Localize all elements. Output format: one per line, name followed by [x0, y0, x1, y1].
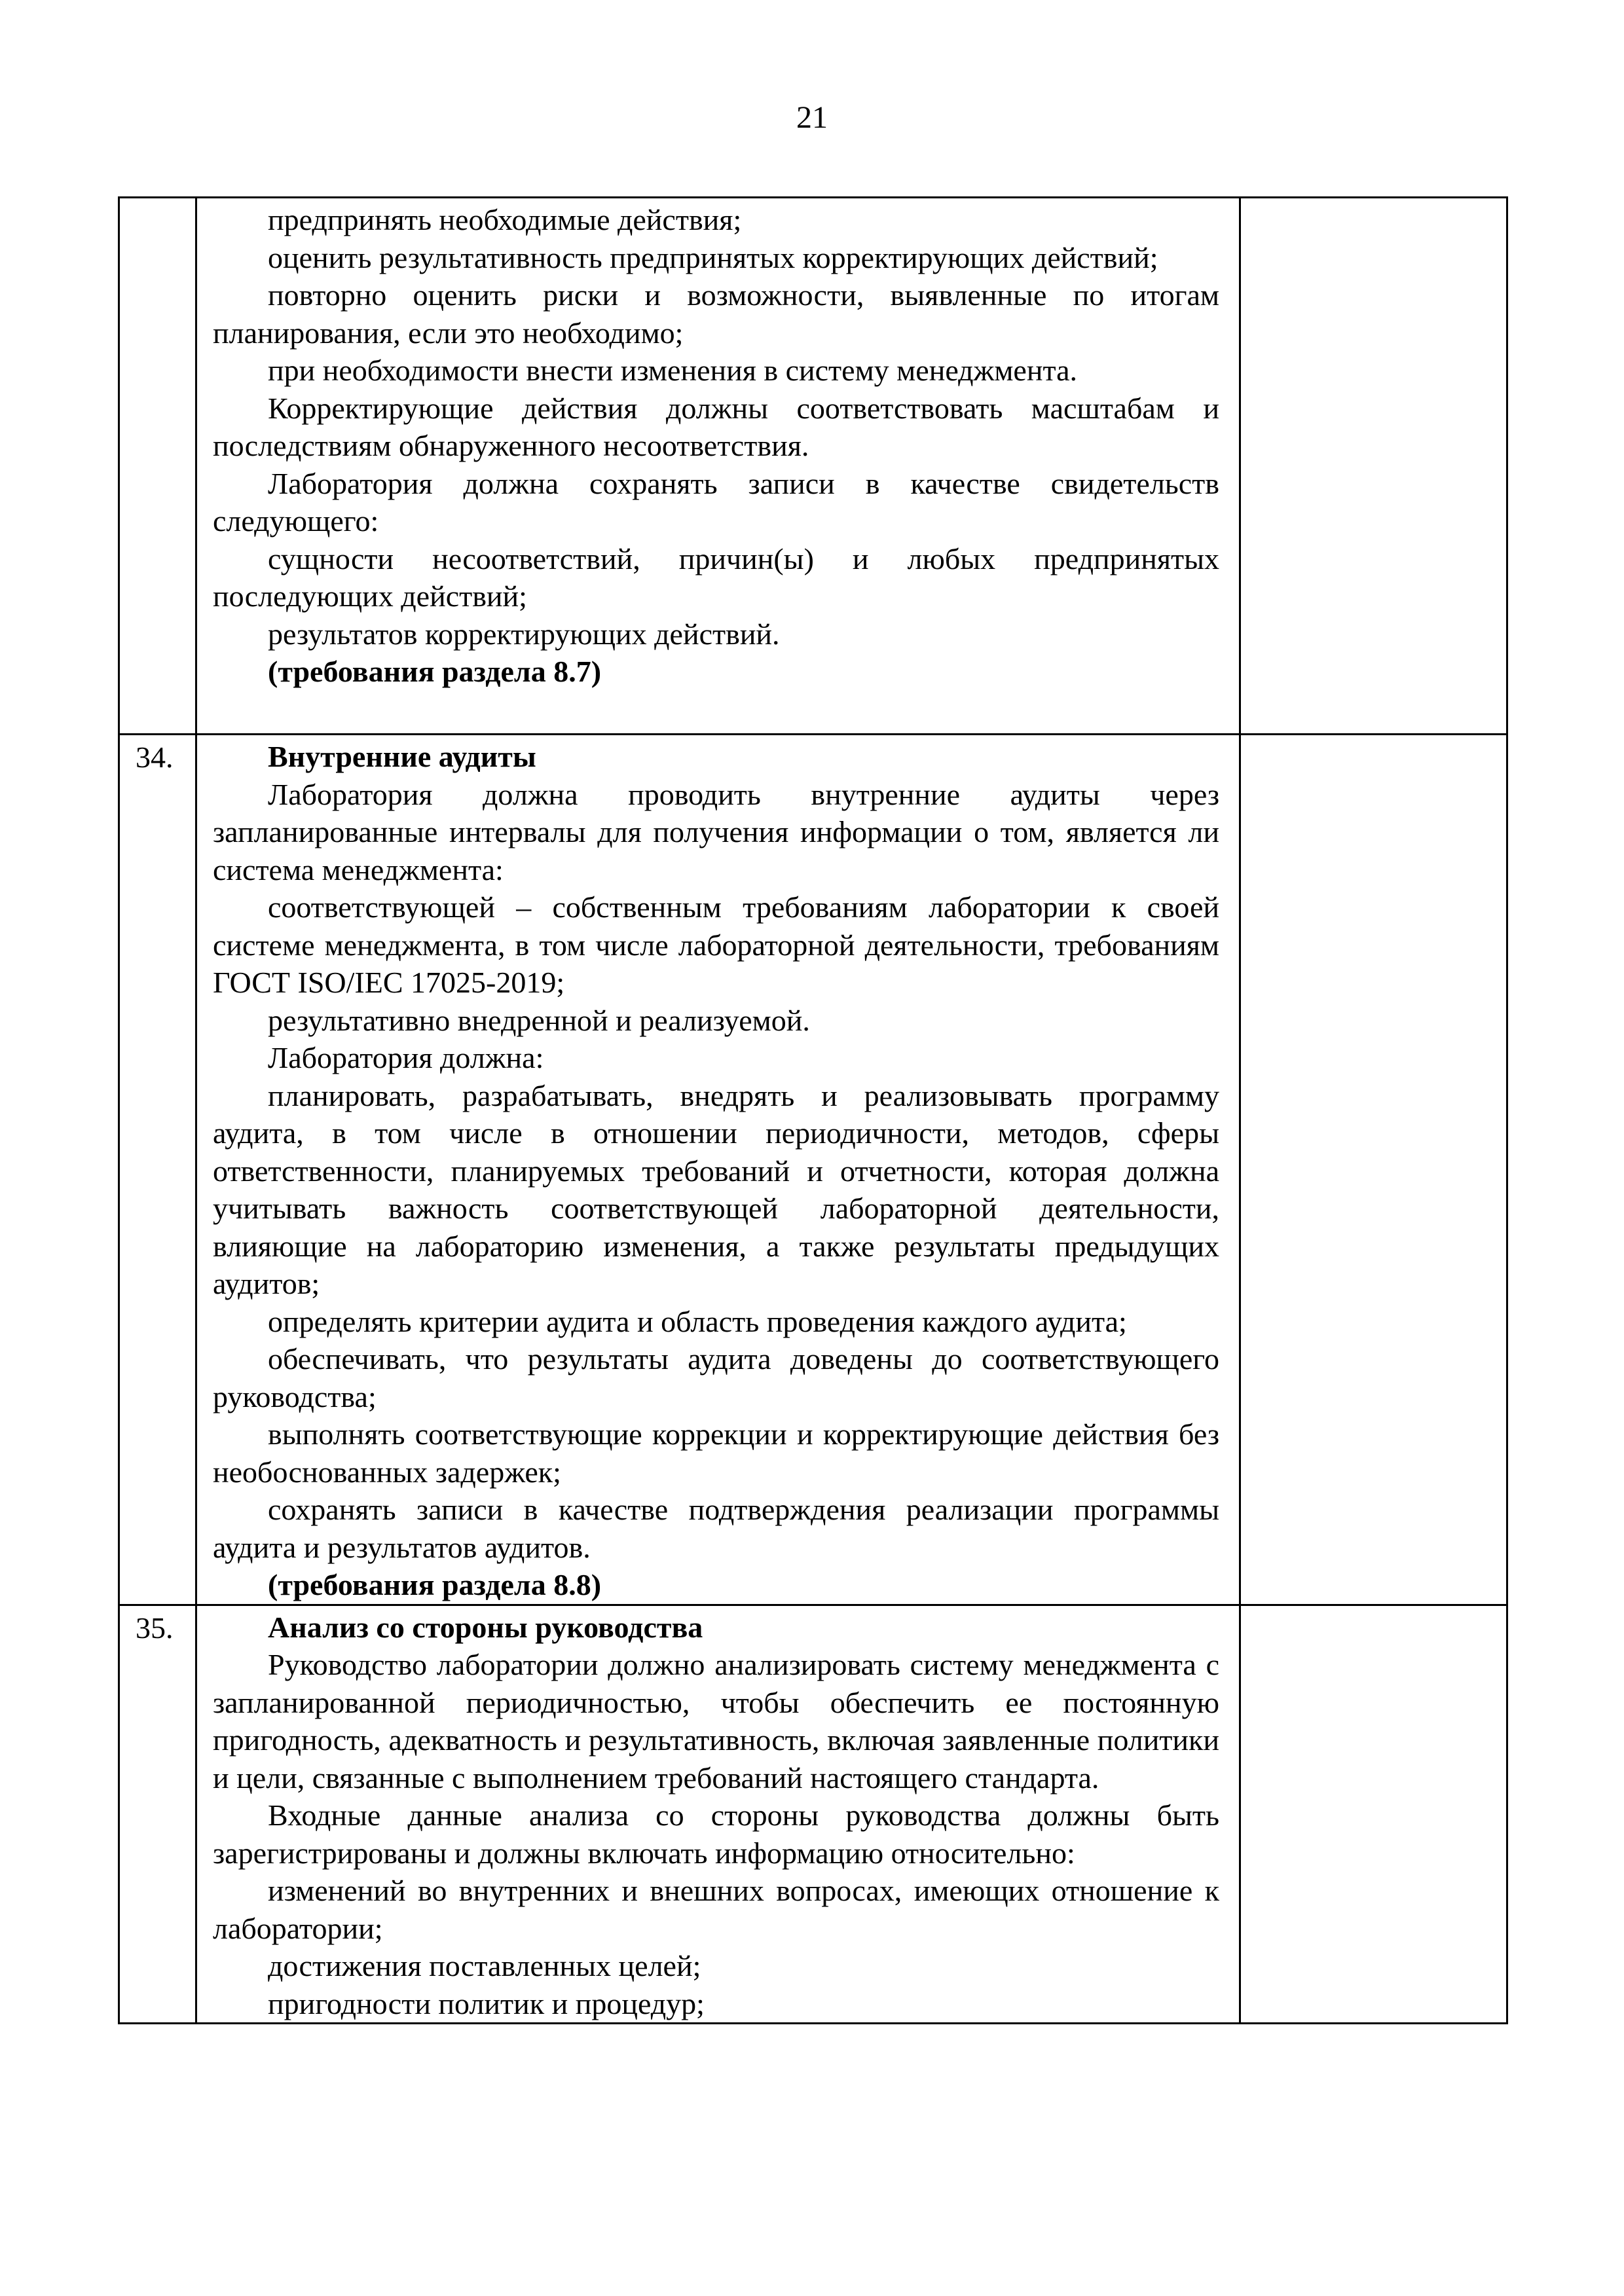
paragraph: достижения поставленных целей;: [268, 1949, 701, 1982]
section-heading: Внутренние аудиты: [268, 740, 536, 773]
paragraph: Лаборатория должна сохранять записи в качестве свидетельств следующего:: [213, 466, 1219, 538]
paragraph: Корректирующие действия должны соответствовать масштабам и последствиям обнаруженного несоответствия.: [213, 391, 1219, 462]
row-text: [196, 198, 1240, 735]
requirements-table: [118, 196, 1508, 2024]
notes-cell: [1240, 735, 1507, 1605]
paragraph: Руководство лаборатории должно анализировать систему менеджмента с запланированной периодичностью, чтобы обеспечить ее постоянную пригодность, адекватность и результативность, включая заявленные политики и цели, связанные с выполнением требований настоящего стандарта.: [213, 1648, 1219, 1795]
paragraph: повторно оценить риски и возможности, выявленные по итогам планирования, если это необходимо;: [213, 278, 1219, 350]
row-number: 34.: [119, 735, 196, 1605]
paragraph: обеспечивать, что результаты аудита доведены до соответствующего руководства;: [213, 1342, 1219, 1413]
page-number: 21: [796, 100, 828, 135]
notes-cell: [1240, 198, 1507, 735]
paragraph: результативно внедренной и реализуемой.: [268, 1003, 810, 1037]
table-row: [119, 198, 1507, 735]
paragraph: пригодности политик и процедур;: [268, 1986, 705, 2020]
row-number: 35.: [119, 1605, 196, 2024]
paragraph: выполнять соответствующие коррекции и корректирующие действия без необоснованных задержек;: [213, 1417, 1219, 1489]
paragraph: сохранять записи в качестве подтверждения реализации программы аудита и результатов аудитов.: [213, 1493, 1219, 1564]
requirement-reference: (требования раздела 8.8): [268, 1568, 602, 1601]
paragraph: Входные данные анализа со стороны руководства должны быть зарегистрированы и должны включать информацию относительно:: [213, 1798, 1219, 1870]
paragraph: Лаборатория должна проводить внутренние аудиты через запланированные интервалы для получения информации о том, является ли система менеджмента:: [213, 777, 1219, 886]
paragraph: Лаборатория должна:: [268, 1041, 544, 1074]
row-number: [119, 198, 196, 735]
notes-cell: [1240, 1605, 1507, 2024]
paragraph: результатов корректирующих действий.: [268, 617, 780, 651]
paragraph: предпринять необходимые действия;: [268, 203, 742, 236]
paragraph: оценить результативность предпринятых корректирующих действий;: [268, 240, 1158, 274]
paragraph: при необходимости внести изменения в систему менеджмента.: [268, 354, 1078, 387]
paragraph: соответствующей – собственным требованиям лаборатории к своей системе менеджмента, в том числе лабораторной деятельности, требованиям ГОСТ ISO/IEC 17025-2019;: [213, 890, 1219, 999]
paragraph: определять критерии аудита и область проведения каждого аудита;: [268, 1304, 1127, 1338]
paragraph: сущности несоответствий, причин(ы) и любых предпринятых последующих действий;: [213, 541, 1219, 613]
table-row: [119, 735, 1507, 1605]
paragraph: планировать, разрабатывать, внедрять и реализовывать программу аудита, в том числе в отношении периодичности, методов, сферы ответственности, планируемых требований и отчетности, которая должна учитывать важность соответствующей лабораторной деятельности, влияющие на лабораторию изменения, а также результаты предыдущих аудитов;: [213, 1078, 1219, 1300]
row-text: [196, 1605, 1240, 2024]
row-text: [196, 735, 1240, 1605]
paragraph: изменений во внутренних и внешних вопросах, имеющих отношение к лаборатории;: [213, 1874, 1219, 1945]
requirement-reference: (требования раздела 8.7): [268, 655, 602, 688]
section-heading: Анализ со стороны руководства: [268, 1610, 703, 1644]
table-row: [119, 1605, 1507, 2024]
